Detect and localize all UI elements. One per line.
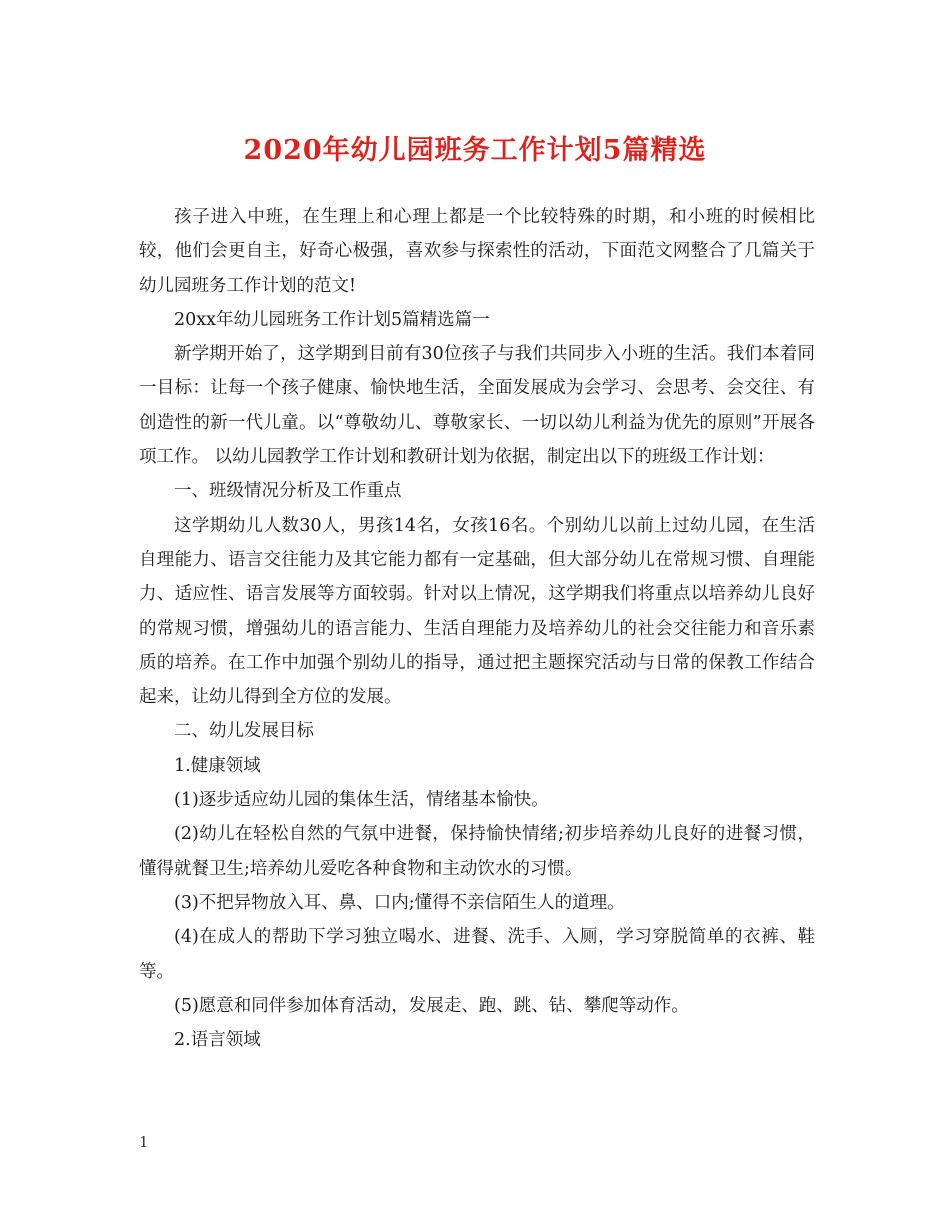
paragraph-class-analysis: 这学期幼儿人数30人，男孩14名，女孩16名。个别幼儿以前上过幼儿园，在生活自理能力、语言交往能力及其它能力都有一定基础，但大部分幼儿在常规习惯、自理能力、适应性、语言发展等方面较弱。针对以上情况，这学期我们将重点以培养幼儿良好的常规习惯，增强幼儿的语言能力、生活自理能力及培养幼儿的社会交往能力和音乐素质的培养。在工作中加强个别幼儿的指导，通过把主题探究活动与日常的保教工作结合起来，让幼儿得到全方位的发展。: [139, 515, 815, 708]
section-heading-class-analysis: 一、班级情况分析及工作重点: [174, 481, 402, 502]
list-item-health-3: (3)不把异物放入耳、鼻、口内;懂得不亲信陌生人的道理。: [174, 892, 625, 913]
document-body: [139, 200, 815, 1057]
list-item-health-4: (4)在成人的帮助下学习独立喝水、进餐、洗手、入厕，学习穿脱简单的衣裤、鞋等。: [139, 927, 815, 982]
document-title: 2020年幼儿园班务工作计划5篇精选: [243, 135, 707, 166]
list-item-health-2: (2)幼儿在轻松自然的气氛中进餐，保持愉快情绪;初步培养幼儿良好的进餐习惯，懂得就餐卫生;培养幼儿爱吃各种食物和主动饮水的习惯。: [139, 824, 815, 879]
paragraph-new-semester: 新学期开始了，这学期到目前有30位孩子与我们共同步入小班的生活。我们本着同一目标：让每一个孩子健康、愉快地生活，全面发展成为会学习、会思考、会交往、有创造性的新一代儿童。以“尊敬幼儿、尊敬家长、一切以幼儿利益为优先的原则”开展各项工作。 以幼儿园教学工作计划和教研计划为依据，制定出以下的班级工作计划：: [139, 344, 815, 468]
subheading-language: 2.语言领域: [174, 1030, 261, 1051]
subheading-health: 1.健康领域: [174, 755, 261, 776]
section-heading-part-one: 20xx年幼儿园班务工作计划5篇精选篇一: [174, 309, 490, 330]
list-item-health-1: (1)逐步适应幼儿园的集体生活，情绪基本愉快。: [174, 790, 549, 811]
page-number: 1: [139, 1133, 149, 1151]
paragraph-intro: 孩子进入中班，在生理上和心理上都是一个比较特殊的时期，和小班的时候相比较，他们会更自主，好奇心极强，喜欢参与探索性的活动，下面范文网整合了几篇关于幼儿园班务工作计划的范文!: [139, 207, 815, 296]
section-heading-development-goals: 二、幼儿发展目标: [174, 721, 314, 742]
list-item-health-5: (5)愿意和同伴参加体育活动，发展走、跑、跳、钻、攀爬等动作。: [174, 995, 689, 1016]
